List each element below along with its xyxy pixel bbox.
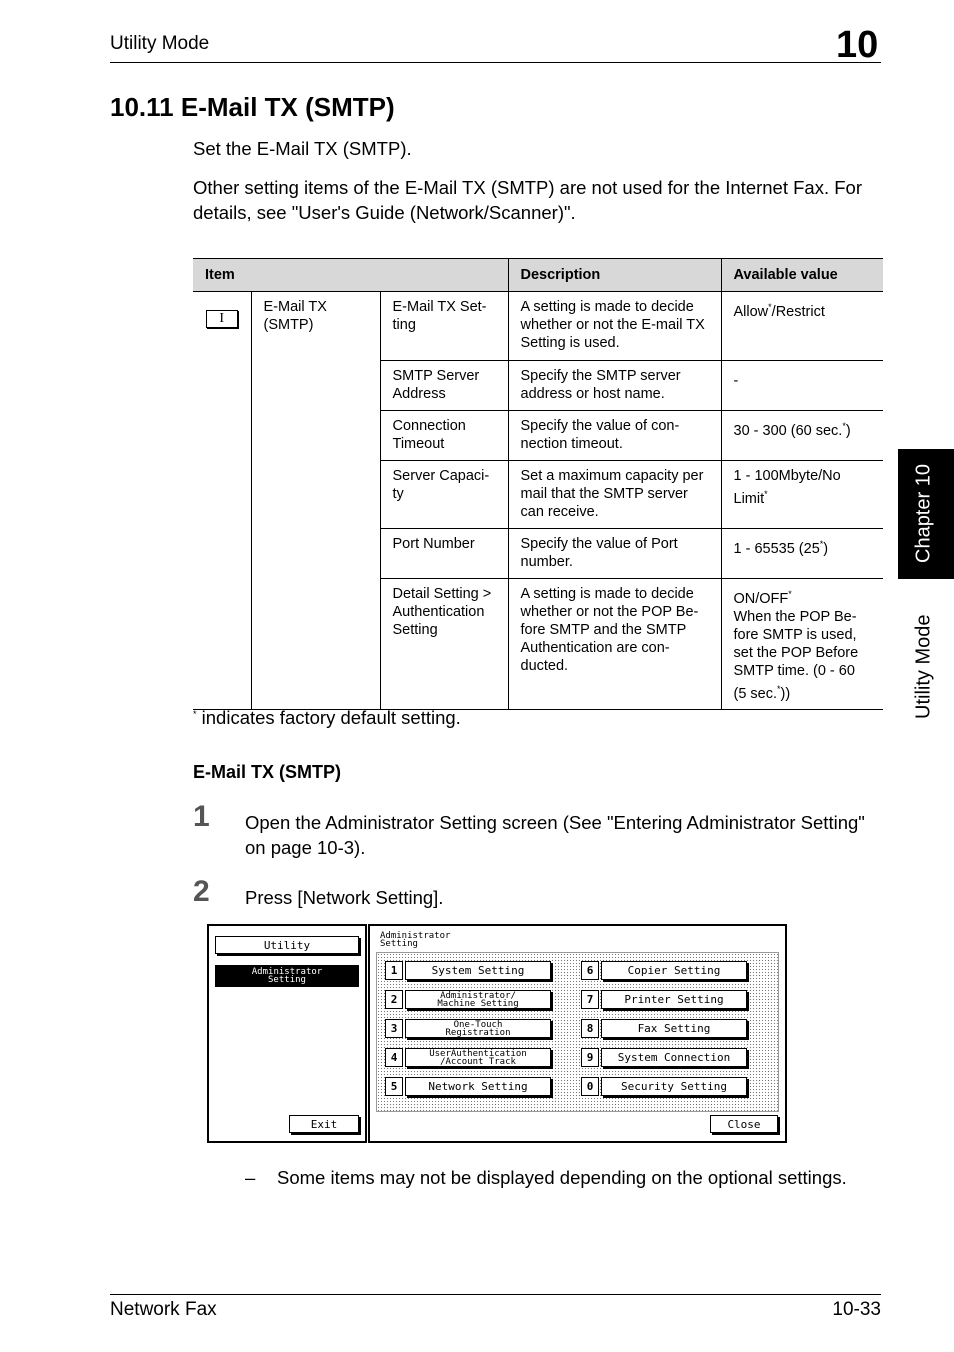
step-number: 2 (193, 875, 210, 908)
description-cell: Set a maximum capacity per mail that the SMTP server can receive. (508, 461, 721, 529)
value-cell: - (721, 361, 883, 411)
footer-title: Network Fax (110, 1299, 217, 1320)
description-cell: Specify the value of con-nection timeout. (508, 411, 721, 461)
group-cell: E-Mail TX (SMTP) (251, 292, 380, 710)
chapter-number: 10 (836, 24, 879, 66)
key-4: 4 (385, 1048, 403, 1067)
icon-cell (193, 292, 251, 710)
description-cell: Specify the value of Port number. (508, 529, 721, 579)
network-setting-button[interactable]: Network Setting (405, 1077, 551, 1096)
screen-right-panel (368, 924, 787, 1143)
system-connection-button[interactable]: System Connection (601, 1048, 747, 1067)
value-cell: ON/OFF* When the POP Be-fore SMTP is used, set the POP Before SMTP time. (0 - 60 (5 sec.*)) (721, 579, 883, 710)
description-cell: A setting is made to decide whether or not the E-mail TX Setting is used. (508, 292, 721, 361)
user-authentication-button[interactable]: UserAuthentication /Account Track (405, 1048, 551, 1067)
administrator-setting-button[interactable]: Administrator Setting (215, 965, 359, 987)
settings-table (193, 258, 883, 710)
header-item: Item (193, 259, 508, 292)
item-cell: Server Capaci-ty (380, 461, 508, 529)
step-text: Open the Administrator Setting screen (See "Entering Administrator Setting" on page 10-3). (245, 812, 865, 858)
footer-rule (110, 1294, 881, 1295)
note-text: Some items may not be displayed depending on the optional settings. (277, 1167, 847, 1188)
procedure-heading: E-Mail TX (SMTP) (193, 762, 341, 782)
key-3: 3 (385, 1019, 403, 1038)
table-row (193, 292, 883, 361)
copier-setting-button[interactable]: Copier Setting (601, 961, 747, 980)
value-cell: 1 - 100Mbyte/No Limit* (721, 461, 883, 529)
button-area (376, 952, 779, 1112)
header-available-value: Available value (721, 259, 883, 292)
value-cell: 30 - 300 (60 sec.*) (721, 411, 883, 461)
key-0: 0 (581, 1077, 599, 1096)
key-1: 1 (385, 961, 403, 980)
exit-button[interactable]: Exit (289, 1115, 359, 1133)
key-6: 6 (581, 961, 599, 980)
chapter-tab-label: Chapter 10 (912, 464, 935, 564)
mode-tab-label: Utility Mode (912, 614, 935, 720)
item-cell: Connection Timeout (380, 411, 508, 461)
item-cell: Port Number (380, 529, 508, 579)
table-header-row (193, 259, 883, 292)
item-cell: E-Mail TX Set-ting (380, 292, 508, 361)
key-8: 8 (581, 1019, 599, 1038)
system-setting-button[interactable]: System Setting (405, 961, 551, 980)
page-number: 10-33 (832, 1299, 881, 1320)
item-cell: SMTP Server Address (380, 361, 508, 411)
printer-setting-button[interactable]: Printer Setting (601, 990, 747, 1009)
utility-button[interactable]: Utility (215, 936, 359, 954)
step-number: 1 (193, 800, 210, 833)
intro-paragraph-2: Other setting items of the E-Mail TX (SMTP) are not used for the Internet Fax. For details, see "User's Guide (Network/Scanner)". (193, 177, 862, 223)
value-cell: 1 - 65535 (25*) (721, 529, 883, 579)
intro-paragraph-1: Set the E-Mail TX (SMTP). (193, 138, 412, 159)
one-touch-registration-button[interactable]: One-Touch Registration (405, 1019, 551, 1038)
screen-left-panel (207, 924, 367, 1143)
fax-setting-button[interactable]: Fax Setting (601, 1019, 747, 1038)
step-text: Press [Network Setting]. (245, 887, 444, 908)
item-cell: Detail Setting > Authentication Setting (380, 579, 508, 710)
close-button[interactable]: Close (710, 1115, 778, 1133)
value-cell: Allow*/Restrict (721, 292, 883, 361)
administrator-machine-setting-button[interactable]: Administrator/ Machine Setting (405, 990, 551, 1009)
description-cell: Specify the SMTP server address or host name. (508, 361, 721, 411)
security-setting-button[interactable]: Security Setting (601, 1077, 747, 1096)
admin-key-icon: I (206, 310, 238, 328)
header-rule (110, 62, 881, 63)
screen-title: Administrator Setting (380, 931, 451, 949)
note-dash: – (245, 1167, 256, 1188)
running-header-title: Utility Mode (110, 33, 210, 54)
description-cell: A setting is made to decide whether or not the POP Be-fore SMTP and the SMTP Authentication are con-ducted. (508, 579, 721, 710)
header-description: Description (508, 259, 721, 292)
key-9: 9 (581, 1048, 599, 1067)
key-5: 5 (385, 1077, 403, 1096)
key-2: 2 (385, 990, 403, 1009)
section-title: 10.11 E-Mail TX (SMTP) (110, 92, 395, 122)
footnote: * indicates factory default setting. (193, 707, 461, 728)
key-7: 7 (581, 990, 599, 1009)
